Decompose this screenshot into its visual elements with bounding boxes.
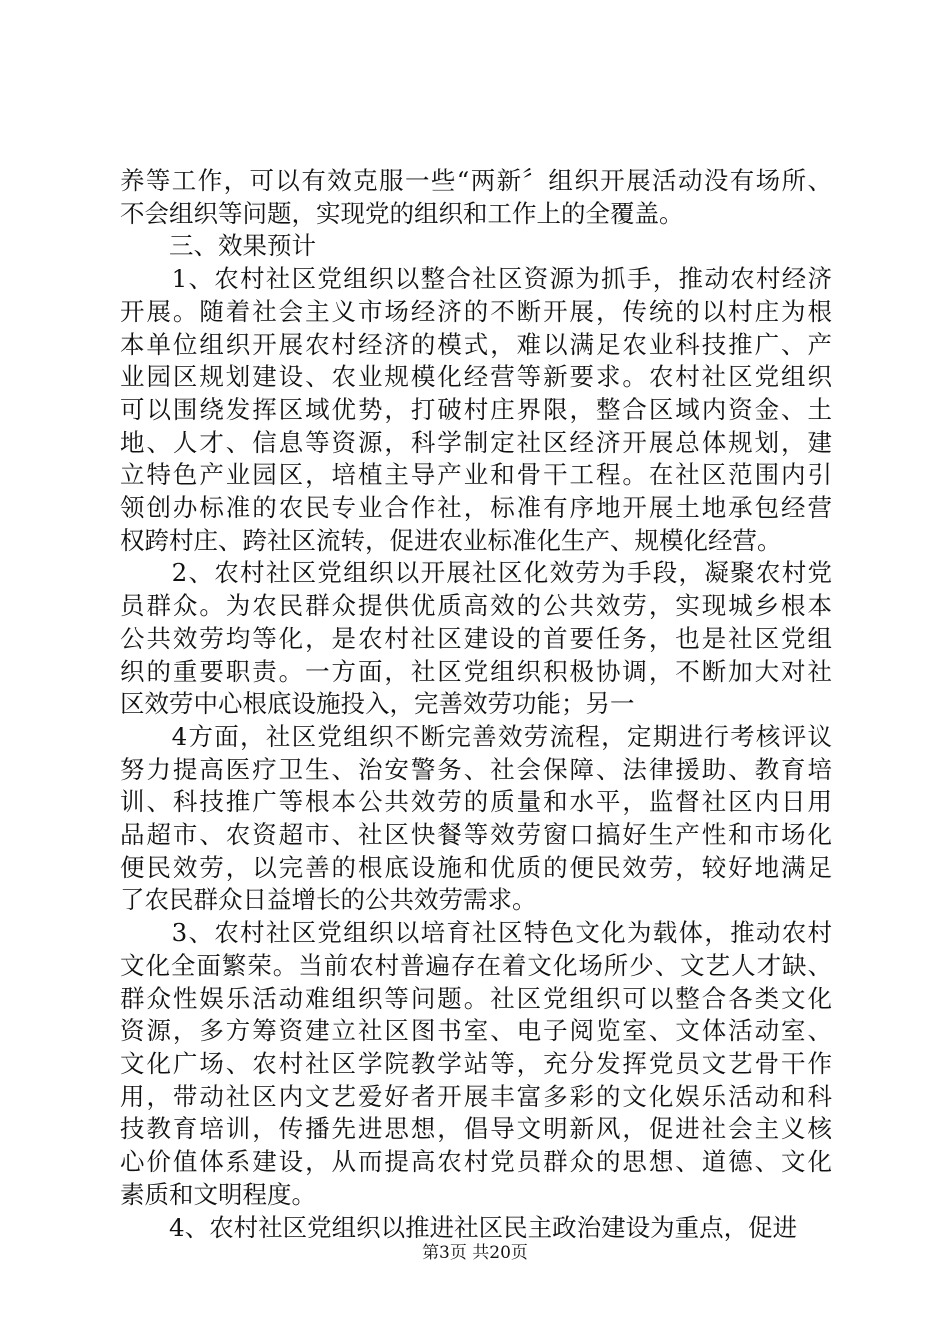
text-line: 权跨村庄、跨社区流转，促进农业标准化生产、规模化经营。 bbox=[120, 525, 782, 555]
paragraph bbox=[120, 263, 832, 557]
text-line: 2、农村社区党组织以开展社区化效劳为手段，凝聚农村党 bbox=[120, 558, 832, 588]
text-line: 了农民群众日益增长的公共效劳需求。 bbox=[120, 885, 537, 915]
text-line: 不会组织等问题，实现党的组织和工作上的全覆盖。 bbox=[120, 198, 684, 228]
text-line: 素质和文明程度。 bbox=[120, 1179, 316, 1209]
text-line: 用，带动社区内文艺爱好者开展丰富多彩的文化娱乐活动和科 bbox=[120, 1081, 832, 1111]
text-line: 本单位组织开展农村经济的模式，难以满足农业科技推广、产 bbox=[120, 329, 832, 359]
page-footer bbox=[0, 1238, 950, 1263]
text-line: 织的重要职责。一方面，社区党组织积极协调，不断加大对社 bbox=[120, 656, 832, 686]
paragraph bbox=[120, 917, 832, 1211]
text-line: 4、农村社区党组织以推进社区民主政治建设为重点，促进 bbox=[120, 1212, 798, 1242]
text-line: 可以围绕发挥区域优势，打破村庄界限，整合区域内资金、土 bbox=[120, 394, 832, 424]
text-line: 训、科技推广等根本公共效劳的质量和水平，监督社区内日用 bbox=[120, 787, 832, 817]
text-line: 品超市、农资超市、社区快餐等效劳窗口搞好生产性和市场化 bbox=[120, 820, 832, 850]
text-line: 立特色产业园区，培植主导产业和骨干工程。在社区范围内引 bbox=[120, 460, 832, 490]
text-line: 养等工作，可以有效克服一些“两新〞组织开展活动没有场所、 bbox=[120, 166, 832, 195]
text-line: 员群众。为农民群众提供优质高效的公共效劳，实现城乡根本 bbox=[120, 591, 832, 621]
text-line: 资源，多方筹资建立社区图书室、电子阅览室、文体活动室、 bbox=[120, 1016, 832, 1046]
text-line: 三、效果预计 bbox=[120, 231, 316, 261]
text-line: 便民效劳，以完善的根底设施和优质的便民效劳，较好地满足 bbox=[120, 852, 832, 882]
text-line: 公共效劳均等化，是农村社区建设的首要任务，也是社区党组 bbox=[120, 623, 832, 653]
text-line: 1、农村社区党组织以整合社区资源为抓手，推动农村经济 bbox=[120, 264, 832, 294]
document-body bbox=[120, 165, 832, 1244]
text-line: 3、农村社区党组织以培育社区特色文化为载体，推动农村 bbox=[120, 918, 832, 948]
text-line: 技教育培训，传播先进思想，倡导文明新风，促进社会主义核 bbox=[120, 1114, 832, 1144]
paragraph bbox=[120, 165, 832, 230]
text-line: 业园区规划建设、农业规模化经营等新要求。农村社区党组织 bbox=[120, 362, 832, 392]
text-line: 开展。随着社会主义市场经济的不断开展，传统的以村庄为根 bbox=[120, 296, 832, 326]
text-line: 4方面，社区党组织不断完善效劳流程，定期进行考核评议 bbox=[120, 721, 832, 751]
text-line: 文化全面繁荣。当前农村普遍存在着文化场所少、文艺人才缺、 bbox=[120, 950, 832, 980]
text-line: 群众性娱乐活动难组织等问题。社区党组织可以整合各类文化 bbox=[120, 983, 832, 1013]
text-line: 努力提高医疗卫生、治安警务、社会保障、法律援助、教育培 bbox=[120, 754, 832, 784]
text-line: 领创办标准的农民专业合作社，标准有序地开展土地承包经营 bbox=[120, 493, 832, 523]
paragraph bbox=[120, 721, 832, 917]
text-line: 地、人才、信息等资源，科学制定社区经济开展总体规划，建 bbox=[120, 427, 832, 457]
text-line: 文化广场、农村社区学院教学站等，充分发挥党员文艺骨干作 bbox=[120, 1048, 832, 1078]
paragraph bbox=[120, 557, 832, 721]
paragraph bbox=[120, 230, 832, 263]
page-number-label: 第3页 共20页 bbox=[422, 1243, 528, 1263]
text-line: 区效劳中心根底设施投入，完善效劳功能；另一 bbox=[120, 689, 635, 719]
text-line: 心价值体系建设，从而提高农村党员群众的思想、道德、文化 bbox=[120, 1147, 832, 1177]
